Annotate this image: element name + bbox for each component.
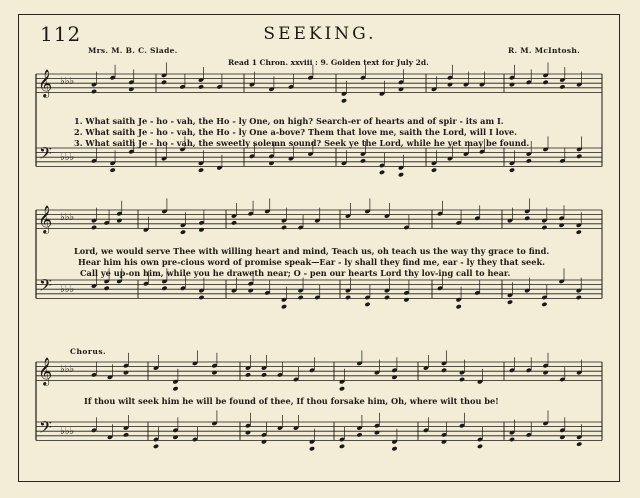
treble-clef-icon: 𝄞 [38, 205, 53, 233]
system-3-treble-note [261, 372, 267, 377]
key-signature-icon: ♭♭♭ [60, 284, 75, 295]
refrain-line-1: Lord, we would serve Thee with willing heart and mind, Teach us, oh teach us the way thy grace to find. [74, 246, 550, 256]
system-2-bass-note [384, 295, 390, 300]
key-signature-icon: ♭♭♭ [60, 76, 75, 87]
system-3-treble-note [459, 377, 465, 382]
system-2-treble-note [116, 218, 122, 223]
system-1-treble-note [447, 82, 453, 87]
system-3-bass-note [576, 441, 582, 446]
lyricist-credit: Mrs. M. B. C. Slade. [88, 46, 178, 55]
verse-1-lyrics: 1. What saith Je - ho - vah, the Ho - ly One, on high? Search-er of hearts and of spir - its am I. [74, 116, 504, 126]
system-3-bass-note [559, 435, 565, 440]
system-3-bass-note [153, 444, 159, 449]
system-3-bass-note [245, 430, 251, 435]
composer-credit: R. M. McIntosh. [507, 46, 580, 55]
system-2-treble-note [198, 227, 204, 232]
system-1-bass-note [509, 167, 515, 172]
system-3-bass-note [356, 432, 362, 437]
system-3-bass-note [374, 430, 380, 435]
system-1-bass-note [198, 167, 204, 172]
system-3-treble-note [543, 370, 549, 375]
treble-clef-icon: 𝄞 [38, 357, 53, 385]
system-1-bass-note [431, 167, 437, 172]
hymn-page [18, 14, 622, 484]
key-signature-icon: ♭♭♭ [60, 426, 75, 437]
key-signature-icon: ♭♭♭ [60, 152, 75, 163]
system-1-bass-note [110, 167, 116, 172]
system-1-treble-note [161, 80, 167, 85]
scripture-reference: Read 1 Chron. xxviii : 9. Golden text for July 2d. [228, 58, 429, 67]
system-2-bass-note [541, 302, 547, 307]
system-3-treble-note [123, 370, 129, 375]
system-3-bass-note [391, 446, 397, 451]
system-2-treble-note [524, 216, 530, 221]
system-1-treble-note [509, 82, 515, 87]
system-2-treble-note [559, 223, 565, 228]
system-1-bass-note [379, 170, 385, 175]
system-3-treble-note [391, 375, 397, 380]
system-3-bass-note [309, 446, 315, 451]
system-2-bass-note [198, 295, 204, 300]
system-3-bass-note [123, 432, 129, 437]
system-1-treble-note [128, 87, 134, 92]
system-2-treble-note [231, 220, 237, 225]
system-3-treble-note [172, 386, 178, 391]
hymn-title: SEEKING. [263, 24, 377, 44]
system-1-bass-note [526, 158, 532, 163]
system-1-treble-note [543, 80, 549, 85]
system-3-bass-note [172, 435, 178, 440]
system-3-treble-note [441, 368, 447, 373]
system-3-bass-note [509, 437, 515, 442]
system-3-bass-note [339, 444, 345, 449]
bass-clef-icon: 𝄢 [39, 275, 52, 299]
system-1-treble-note [341, 98, 347, 103]
system-2-bass-note [281, 304, 287, 309]
system-2-bass-note [161, 286, 167, 291]
system-2-bass-note [364, 302, 370, 307]
system-2-treble-note [91, 225, 97, 230]
system-3-treble-note [339, 386, 345, 391]
system-1-treble-note [559, 84, 565, 89]
system-2-treble-note [180, 229, 186, 234]
chorus-label: Chorus. [70, 347, 107, 356]
system-2-bass-note [507, 299, 513, 304]
key-signature-icon: ♭♭♭ [60, 212, 75, 223]
key-signature-icon: ♭♭♭ [60, 364, 75, 375]
system-3-treble-note [211, 370, 217, 375]
chorus-lyrics: If thou wilt seek him he will be found of thee, If thou forsake him, Oh, where wilt thou be! [84, 396, 499, 406]
page-number: 112 [40, 22, 82, 46]
system-3-bass-note [441, 439, 447, 444]
system-2-treble-note [281, 225, 287, 230]
system-3-bass-note [261, 439, 267, 444]
system-1-bass-note [576, 154, 582, 159]
refrain-line-3: Call ye up-on him, while you he draweth near; O - pen our hearts Lord thy lov-ing call to hear. [80, 268, 511, 278]
system-1-bass-note [360, 158, 366, 163]
system-1-treble-note [91, 89, 97, 94]
verse-2-lyrics: 2. What saith Je - ho - vah, the Ho - ly One a-bove? Them that love me, saith the Lord, will I love. [74, 127, 518, 137]
refrain-line-2: Hear him his own pre-cious word of promise speak—Ear - ly shall they find me, ear - ly they that seek. [78, 257, 545, 267]
system-3-treble-note [245, 372, 251, 377]
system-2-treble-note [541, 225, 547, 230]
system-2-bass-note [403, 297, 409, 302]
system-2-treble-note [576, 229, 582, 234]
system-2-bass-note [298, 295, 304, 300]
system-1-bass-note [398, 172, 404, 177]
treble-clef-icon: 𝄞 [38, 69, 53, 97]
system-2-bass-note [248, 288, 254, 293]
system-3-bass-note [477, 444, 483, 449]
bass-clef-icon: 𝄢 [39, 417, 52, 441]
system-1-treble-note [198, 84, 204, 89]
system-2-bass-note [576, 295, 582, 300]
system-1-bass-note [268, 161, 274, 166]
system-1-treble-note [398, 87, 404, 92]
bass-clef-icon: 𝄢 [39, 143, 52, 167]
verse-3-lyrics: 3. What saith Je - ho - vah, the sweetly solemn sound? Seek ye the Lord, while he yet may be found. [74, 138, 530, 148]
system-2-bass-note [456, 304, 462, 309]
system-2-bass-note [104, 286, 110, 291]
system-2-bass-note [345, 295, 351, 300]
